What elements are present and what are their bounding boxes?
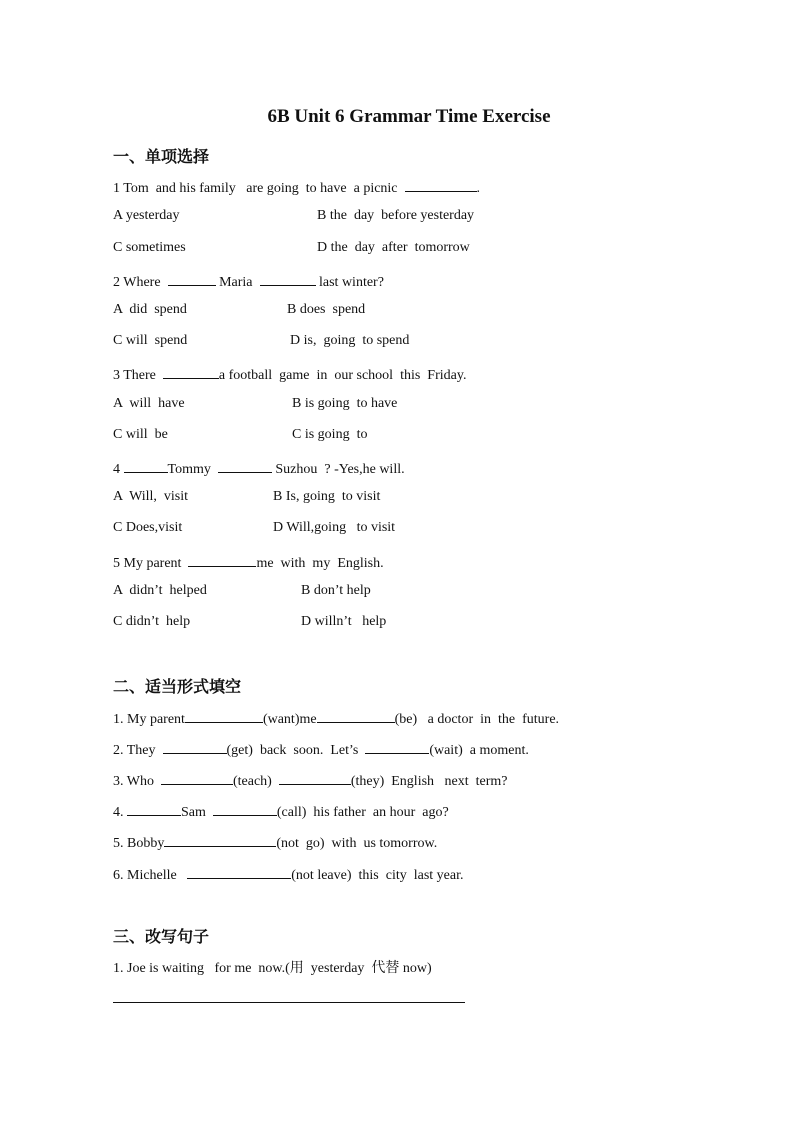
- answer-blank[interactable]: [187, 864, 291, 879]
- question-5-option-d[interactable]: D willn’t help: [301, 614, 387, 629]
- question-3-stem: 3 There a football game in our school this Friday.: [113, 364, 466, 384]
- answer-blank[interactable]: [279, 770, 351, 785]
- question-3-option-b[interactable]: B is going to have: [292, 396, 398, 411]
- question-4-option-a[interactable]: A Will, visit: [113, 489, 189, 504]
- question-5-option-a[interactable]: A didn’t helped: [113, 583, 207, 598]
- question-1-option-c[interactable]: C sometimes: [113, 240, 186, 255]
- question-5-option-c[interactable]: C didn’t help: [113, 614, 191, 629]
- question-2-stem: 2 Where Maria last winter?: [113, 271, 384, 291]
- question-2-option-a[interactable]: A did spend: [113, 302, 187, 317]
- fill-item-3: 3. Who (teach) (they) English next term?: [113, 770, 508, 790]
- page-title: 6B Unit 6 Grammar Time Exercise: [267, 106, 551, 127]
- question-2-option-b[interactable]: B does spend: [287, 302, 366, 317]
- answer-blank[interactable]: [218, 458, 272, 473]
- fill-item-5: 5. Bobby (not go) with us tomorrow.: [113, 832, 437, 852]
- answer-blank[interactable]: [188, 552, 256, 567]
- question-1-stem: 1 Tom and his family are going to have a picnic .: [113, 177, 480, 197]
- section2-heading: 二、适当形式填空: [113, 677, 242, 696]
- question-3-option-d[interactable]: C is going to: [292, 427, 368, 442]
- answer-blank[interactable]: [168, 271, 216, 286]
- question-4-option-c[interactable]: C Does,visit: [113, 520, 183, 535]
- fill-item-2: 2. They (get) back soon. Let’s (wait) a moment.: [113, 739, 529, 759]
- question-1-option-d[interactable]: D the day after tomorrow: [317, 240, 470, 255]
- question-4-option-d[interactable]: D Will,going to visit: [273, 520, 396, 535]
- answer-blank[interactable]: [185, 708, 263, 723]
- rewrite-answer-line[interactable]: [113, 1002, 465, 1003]
- answer-blank[interactable]: [260, 271, 316, 286]
- question-3-option-a[interactable]: A will have: [113, 396, 185, 411]
- question-1-option-a[interactable]: A yesterday: [113, 208, 180, 223]
- section3-heading: 三、改写句子: [113, 927, 210, 946]
- rewrite-item-1: 1. Joe is waiting for me now.(用 yesterday 代替 now): [113, 961, 432, 976]
- answer-blank[interactable]: [213, 801, 277, 816]
- question-3-option-c[interactable]: C will be: [113, 427, 168, 442]
- answer-blank[interactable]: [365, 739, 429, 754]
- fill-item-1: 1. My parent (want)me (be) a doctor in the future.: [113, 708, 559, 728]
- answer-blank[interactable]: [163, 364, 219, 379]
- fill-item-6: 6. Michelle (not leave) this city last year.: [113, 864, 464, 884]
- section1-heading: 一、单项选择: [113, 147, 210, 166]
- answer-blank[interactable]: [405, 177, 477, 192]
- question-4-option-b[interactable]: B Is, going to visit: [273, 489, 381, 504]
- answer-blank[interactable]: [127, 801, 181, 816]
- answer-blank[interactable]: [161, 770, 233, 785]
- answer-blank[interactable]: [164, 832, 276, 847]
- question-4-stem: 4 Tommy Suzhou ? -Yes,he will.: [113, 458, 405, 478]
- question-2-option-d[interactable]: D is, going to spend: [290, 333, 410, 348]
- fill-item-4: 4. Sam (call) his father an hour ago?: [113, 801, 449, 821]
- question-5-option-b[interactable]: B don’t help: [301, 583, 371, 598]
- question-5-stem: 5 My parent me with my English.: [113, 552, 384, 572]
- question-2-option-c[interactable]: C will spend: [113, 333, 188, 348]
- answer-blank[interactable]: [317, 708, 395, 723]
- answer-blank[interactable]: [163, 739, 227, 754]
- question-1-option-b[interactable]: B the day before yesterday: [317, 208, 475, 223]
- answer-blank[interactable]: [124, 458, 168, 473]
